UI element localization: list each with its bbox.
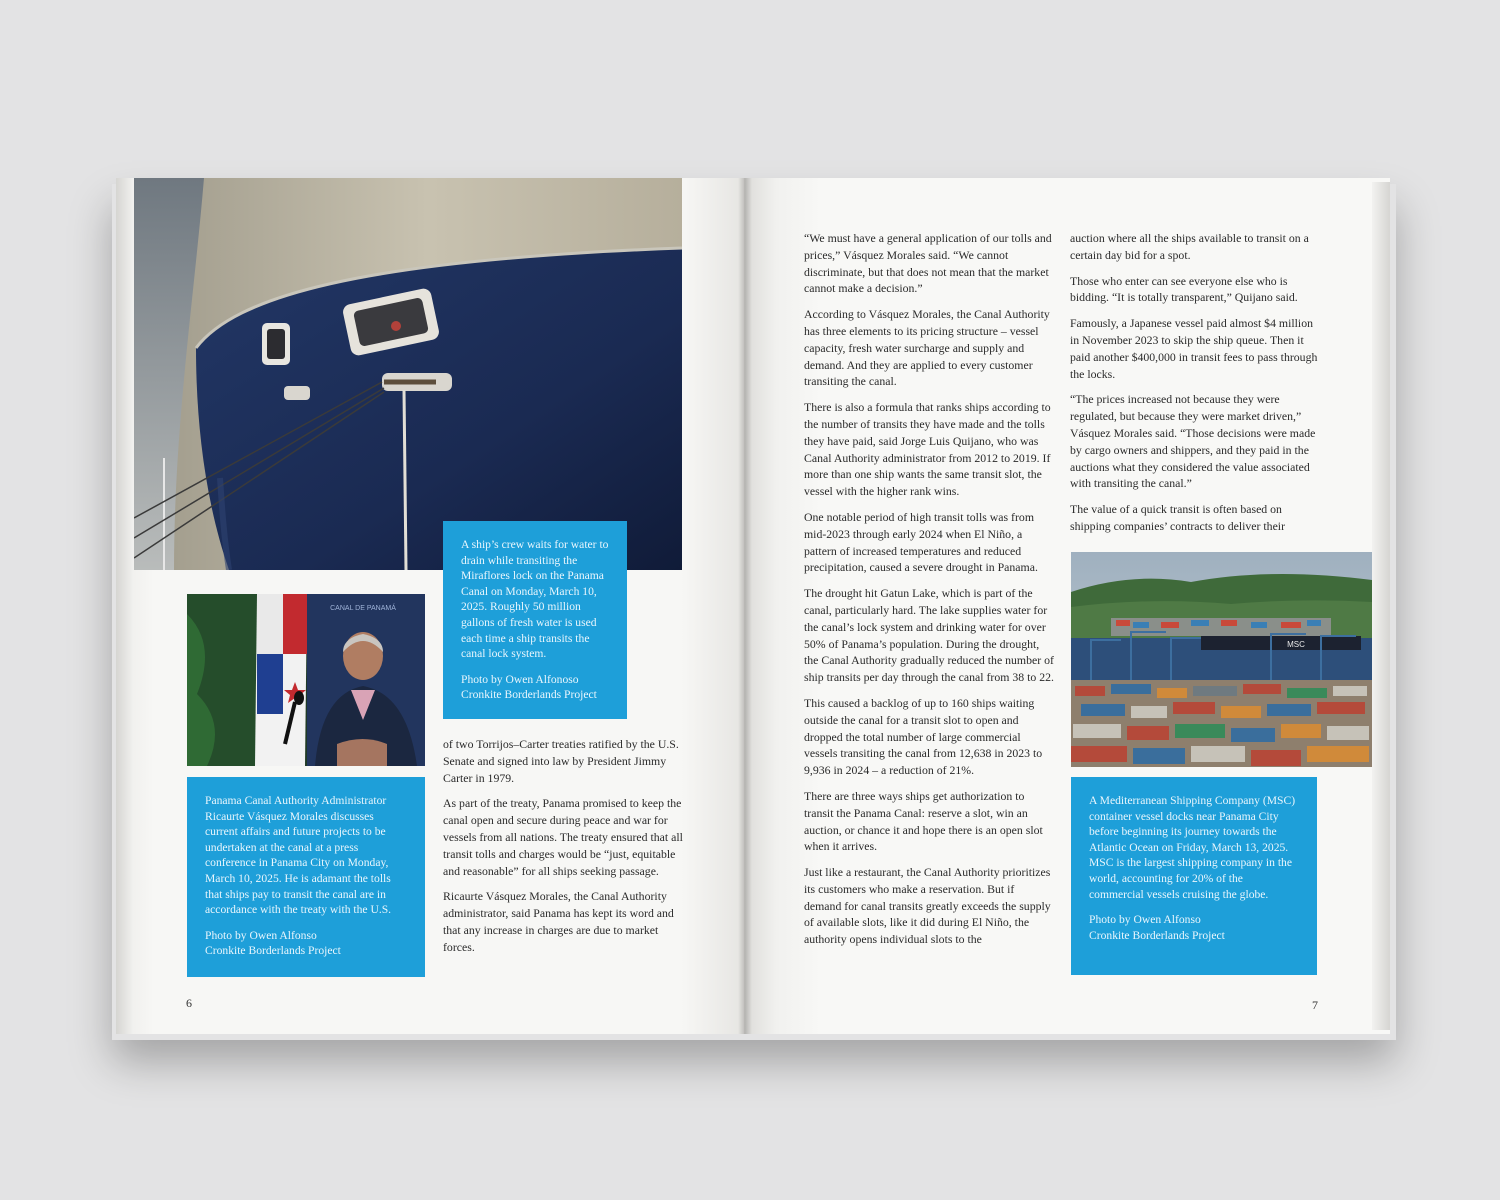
crew-caption-credit-1: Photo by Owen Alfonoso xyxy=(461,672,579,686)
msc-caption-text: A Mediterranean Shipping Company (MSC) container vessel docks near Panama City before beginning its journey towards the Atlantic Ocean on Friday, March 13, 2025. MSC is the largest shipping company in the world, accounting for 20% of the commercial vessels cruising the globe. xyxy=(1089,794,1296,901)
left-page xyxy=(116,178,744,1034)
container-port-photo xyxy=(1071,552,1372,767)
right-col1-paragraph-1: “We must have a general application of our tolls and prices,” Vásquez Morales said. “We cannot discriminate, but that does not mean that the market cannot make a decision.” xyxy=(804,231,1052,296)
right-col2-paragraph-3: Famously, a Japanese vessel paid almost $4 million in November 2023 to skip the ship queue. Then it paid another $400,000 in transit fees to pass through the locks. xyxy=(1070,316,1318,381)
crew-caption-text: A ship’s crew waits for water to drain while transiting the Miraflores lock on the Panama Canal on Monday, March 10, 2025. Roughly 50 million gallons of fresh water is used each time a ship transits the canal lock system. xyxy=(461,538,609,661)
administrator-caption-credit-1: Photo by Owen Alfonso xyxy=(205,928,317,942)
right-col1-paragraph-6: This caused a backlog of up to 160 ships waiting outside the canal for a transit slot to open and dropped the total number of large commercial vessels transiting the canal from 12,638 in 2023 to 9,936 in 2024 – a reduction of 21%. xyxy=(804,695,1043,778)
administrator-caption-text: Panama Canal Authority Administrator Ricaurte Vásquez Morales discusses current affairs and future projects to be undertaken at the canal at a press conference in Panama City on Monday, March 10, 2025. He is adamant the tolls that ships pay to transit the canal are in accordance with the treaty with the U.S. xyxy=(205,794,392,917)
msc-caption-credit-2: Cronkite Borderlands Project xyxy=(1089,928,1225,942)
right-page-edge xyxy=(1372,182,1390,1030)
left-body-paragraph-3: Ricaurte Vásquez Morales, the Canal Authority administrator, said Panama has kept its word and that any increase in charges are due to market forces. xyxy=(443,889,674,954)
podium-sign-text: CANAL DE PANAMÁ xyxy=(330,605,396,612)
right-body-column-2 xyxy=(1070,230,1318,544)
right-col1-paragraph-2: According to Vásquez Morales, the Canal Authority has three elements to its pricing structure – vessel capacity, fresh water surcharge and supply and demand. And they are applied to every customer transiting the canal. xyxy=(804,307,1050,389)
administrator-caption-credit-2: Cronkite Borderlands Project xyxy=(205,944,341,958)
left-body-paragraph-1: of two Torrijos–Carter treaties ratified by the U.S. Senate and signed into law by President Jimmy Carter in 1979. xyxy=(443,737,679,785)
ship-hull-photo xyxy=(134,178,682,570)
right-col2-paragraph-2: Those who enter can see everyone else who is bidding. “It is totally transparent,” Quijano said. xyxy=(1070,273,1298,305)
right-col1-paragraph-8: Just like a restaurant, the Canal Authority prioritizes its customers who make a reservation. But if demand for canal transits greatly exceeds the supply of available slots, like it did during El Niño, the authority opens individual slots to the xyxy=(804,865,1051,947)
right-col1-paragraph-5: The drought hit Gatun Lake, which is part of the canal, particularly hard. The lake supplies water for the canal’s lock system and drinking water for over 50% of Panama’s population. During the drought, the Canal Authority gradually reduced the number of ship transits per day through the canal from 38 to 22. xyxy=(804,586,1054,685)
right-col2-paragraph-4: “The prices increased not because they were regulated, but because they were market driven,” Vásquez Morales said. “Those decisions were made by cargo owners and shippers, and they paid in the auctions what they considered the value associated with transiting the canal.” xyxy=(1070,392,1316,491)
administrator-photo xyxy=(187,594,425,766)
administrator-photo-caption xyxy=(187,777,425,977)
crew-caption-credit-2: Cronkite Borderlands Project xyxy=(461,688,597,702)
right-body-column-1 xyxy=(804,230,1054,957)
crew-photo-caption xyxy=(443,521,627,719)
right-page xyxy=(744,178,1390,1034)
left-body-column xyxy=(443,736,683,965)
left-page-edge xyxy=(116,178,134,1034)
right-col1-paragraph-3: There is also a formula that ranks ships according to the number of transits they have made and the tolls they have paid, said Jorge Luis Quijano, who was Canal Authority administrator from 2012 to 2019. If more than one ship wants the same transit slot, the vessel with the higher rank wins. xyxy=(804,400,1051,499)
binding-gutter xyxy=(738,178,752,1034)
right-col2-paragraph-5: The value of a quick transit is often based on shipping companies’ contracts to deliver their xyxy=(1070,502,1286,533)
right-col1-paragraph-4: One notable period of high transit tolls was from mid-2023 through early 2024 when El Niño, a pattern of increased temperatures and reduced precipitation, caused a severe drought in Panama. xyxy=(804,509,1038,575)
page-number-left: 6 xyxy=(186,996,192,1010)
msc-caption-credit-1: Photo by Owen Alfonso xyxy=(1089,913,1201,927)
right-col2-paragraph-1: auction where all the ships available to transit on a certain day bid for a spot. xyxy=(1070,231,1309,262)
ship-msc-label: MSC xyxy=(1287,640,1305,649)
right-col1-paragraph-7: There are three ways ships get authorization to transit the Panama Canal: reserve a slot, win an auction, or chance it and hope there is an open slot when it arrives. xyxy=(804,788,1043,854)
page-number-right: 7 xyxy=(1312,998,1318,1012)
left-body-paragraph-2: As part of the treaty, Panama promised to keep the canal open and secure during peace and war for vessels from all nations. The treaty ensured that all transit tolls and charges would be “just, equitable and reasonable” for all ships seeking passage. xyxy=(443,796,683,878)
msc-photo-caption xyxy=(1071,777,1317,975)
